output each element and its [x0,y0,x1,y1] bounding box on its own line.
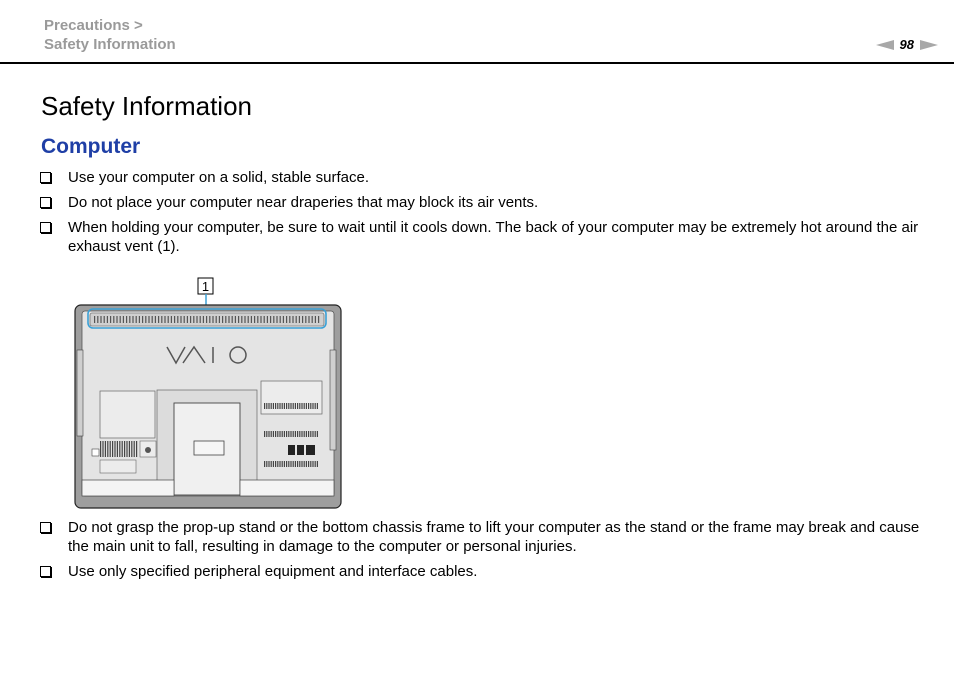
list-item [40,562,920,581]
list-item [40,193,920,212]
list-item-text: Do not grasp the prop-up stand or the bottom chassis frame to lift your computer as the stand or the frame may break and cause the main unit to fall, resulting in damage to the computer or personal injuries. [68,519,920,555]
pager [876,37,938,52]
header-divider [0,62,954,64]
right-access-panel [261,381,322,414]
left-access-panel [100,391,155,438]
list-item [40,168,920,187]
usb-port-1 [288,445,295,455]
precaution-list-top [40,168,920,262]
list-item-text: Use only specified peripheral equipment and interface cables. [68,563,478,580]
breadcrumb-parent-link[interactable]: Precautions > [44,17,143,34]
list-item-text: When holding your computer, be sure to wait until it cools down. The back of your computer may be extremely hot around the air exhaust vent (1). [68,219,919,255]
right-side-rail [330,350,336,450]
callout-number: 1 [201,279,210,294]
page-number: 98 [899,37,914,52]
breadcrumb-current: Safety Information [44,36,176,53]
checkbox-bullet-icon [40,222,51,233]
stand-handle [194,441,224,455]
page-title: Safety Information [41,91,252,121]
list-item [40,218,920,256]
lan-port [306,445,315,455]
precaution-list-bottom [40,518,920,587]
usb-port-2 [297,445,304,455]
bottom-frame-left [82,480,174,496]
power-jack-icon [145,447,151,453]
list-item-text: Do not place your computer near draperies that may block its air vents. [68,194,539,211]
left-side-rail [77,350,83,436]
computer-back-svg [70,275,350,515]
security-slot [92,449,99,456]
label-plate [100,460,136,473]
breadcrumb [44,16,176,54]
list-item [40,518,920,556]
section-title: Computer [41,135,141,158]
bottom-frame-right [240,480,334,496]
checkbox-bullet-icon [40,172,51,183]
computer-back-illustration [70,275,350,515]
checkbox-bullet-icon [40,197,51,208]
checkbox-bullet-icon [40,566,51,577]
next-page-arrow-icon[interactable] [920,40,938,50]
previous-page-arrow-icon[interactable] [876,40,894,50]
list-item-text: Use your computer on a solid, stable surface. [68,169,369,186]
checkbox-bullet-icon [40,522,51,533]
